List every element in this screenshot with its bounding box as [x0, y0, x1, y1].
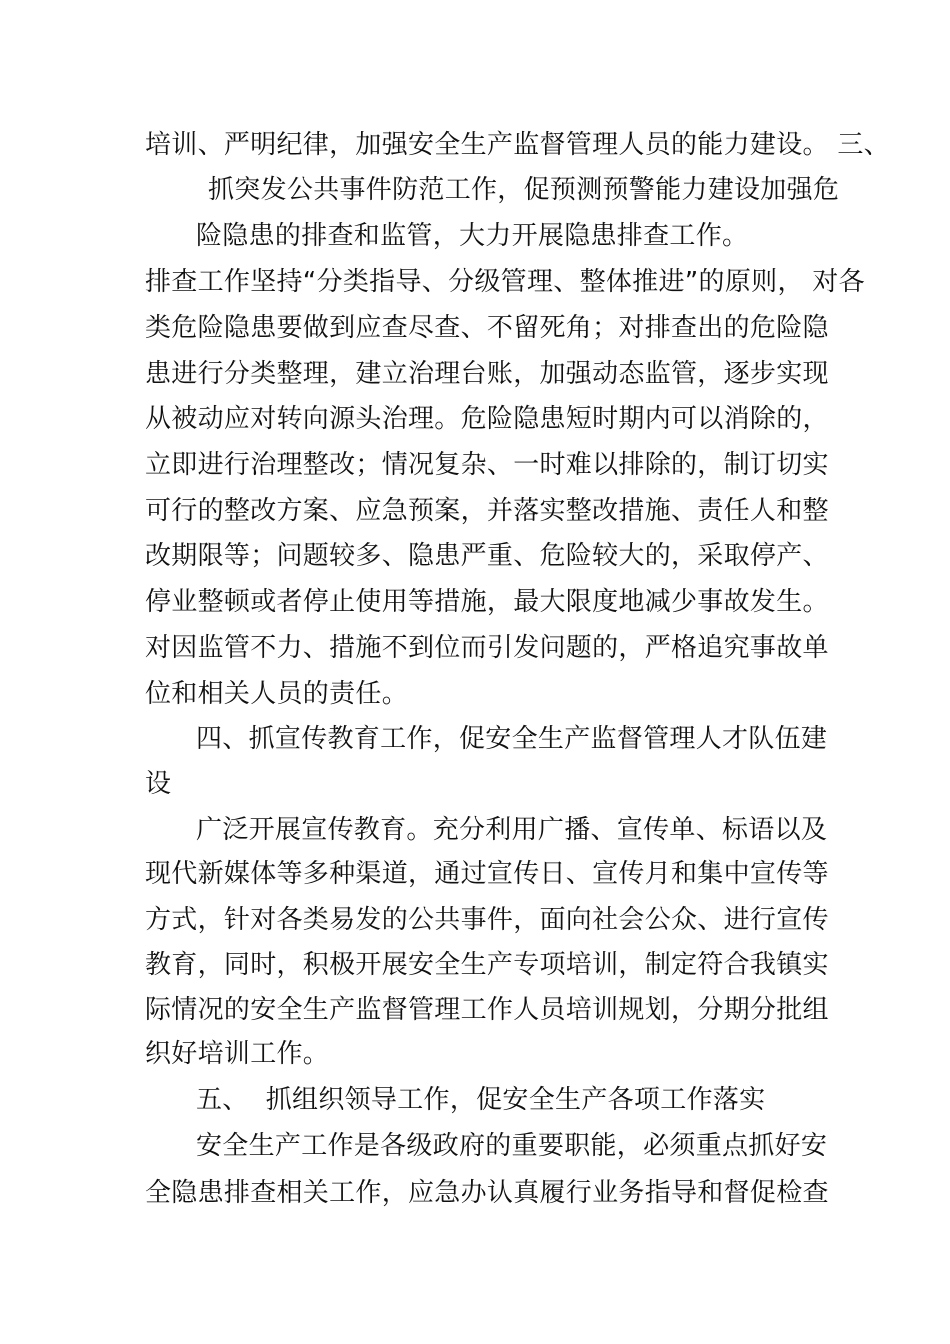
text-line: 际情况的安全生产监督管理工作人员培训规划，分期分批组 [145, 995, 829, 1025]
text-line: 改期限等；问题较多、隐患严重、危险较大的，采取停产、 [145, 541, 829, 571]
text-line: 安全生产工作是各级政府的重要职能，必须重点抓好安 [196, 1131, 828, 1161]
section-heading: 五、 抓组织领导工作，促安全生产各项工作落实 [196, 1085, 766, 1115]
text-line: 位和相关人员的责任。 [145, 679, 409, 709]
text-line: 可行的整改方案、应急预案，并落实整改措施、责任人和整 [145, 496, 829, 526]
text-line: 类危险隐患要做到应查尽查、不留死角；对排查出的危险隐 [145, 313, 829, 343]
text-line: 全隐患排查相关工作，应急办认真履行业务指导和督促检查 [145, 1178, 829, 1208]
text-line: 教育，同时，积极开展安全生产专项培训，制定符合我镇实 [145, 950, 829, 980]
text-line: 培训、严明纪律，加强安全生产监督管理人员的能力建设。 三、 [145, 130, 890, 160]
text-line: 停业整顿或者停止使用等措施，最大限度地减少事故发生。 [145, 587, 829, 617]
text-line: 患进行分类整理，建立治理台账，加强动态监管，逐步实现 [145, 359, 829, 389]
section-heading: 设 [145, 769, 172, 799]
text-line: 广泛开展宣传教育。充分利用广播、宣传单、标语以及 [196, 815, 828, 845]
text-line: 织好培训工作。 [145, 1039, 330, 1069]
text-line: 从被动应对转向源头治理。危险隐患短时期内可以消除的， [145, 404, 829, 434]
text-line: 方式，针对各类易发的公共事件，面向社会公众、进行宣传 [145, 905, 829, 935]
text-line: 对因监管不力、措施不到位而引发问题的，严格追究事故单 [145, 633, 829, 663]
text-line: 立即进行治理整改；情况复杂、一时难以排除的，制订切实 [145, 450, 829, 480]
section-heading: 四、抓宣传教育工作，促安全生产监督管理人才队伍建 [196, 724, 828, 754]
text-line: 抓突发公共事件防范工作，促预测预警能力建设加强危 [208, 175, 840, 205]
text-line: 排查工作坚持“分类指导、分级管理、整体推进”的原则， 对各 [145, 267, 865, 297]
text-line: 现代新媒体等多种渠道，通过宣传日、宣传月和集中宣传等 [145, 859, 829, 889]
text-line: 险隐患的排查和监管，大力开展隐患排查工作。 [196, 221, 749, 251]
